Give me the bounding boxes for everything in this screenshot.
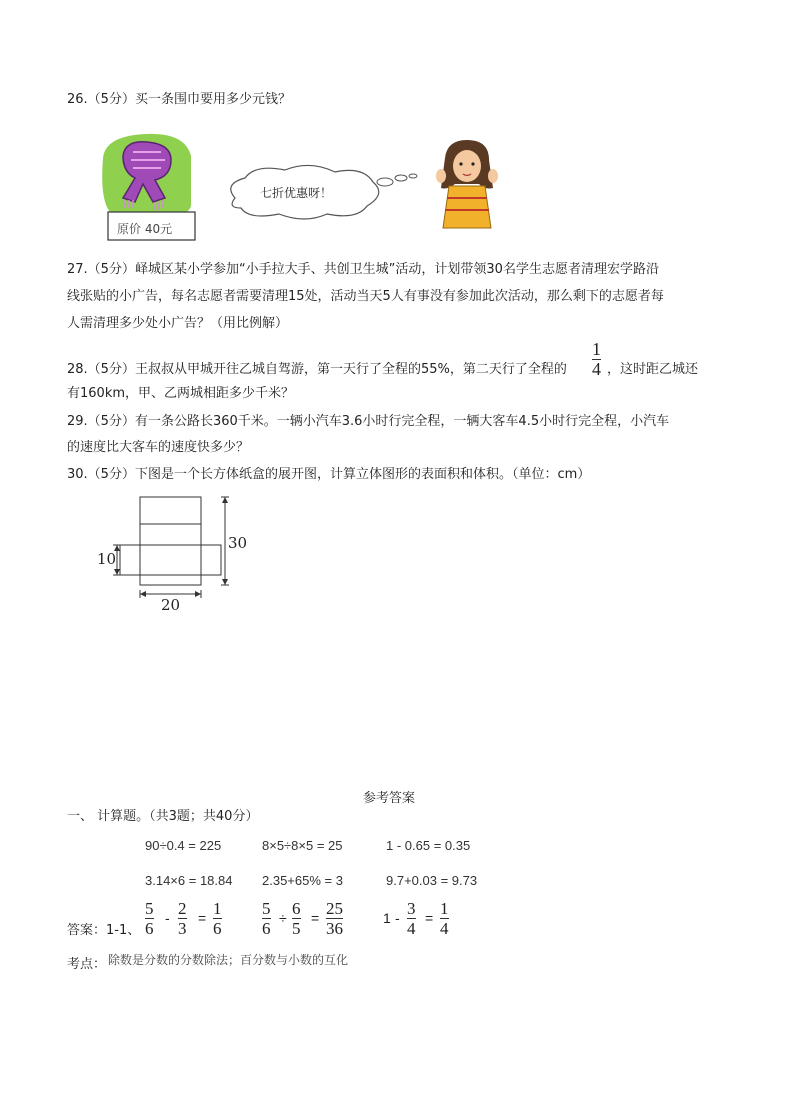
frac-op-divide: ÷	[279, 910, 287, 926]
frac-1a	[145, 900, 154, 937]
question-26: 26.（5分）买一条围巾要用多少元钱？	[67, 92, 291, 107]
dim-label-10: 10	[97, 550, 117, 568]
calc-5: 2.35+65% = 3	[262, 873, 343, 888]
frac-eq: =	[198, 910, 207, 926]
calc-4: 3.14×6 = 18.84	[145, 873, 233, 888]
discount-bubble-text: 七折优惠呀！	[260, 186, 333, 200]
frac-2b	[292, 900, 301, 937]
frac-num: 3	[407, 899, 416, 918]
answers-heading: 参考答案	[363, 791, 416, 806]
frac-1b	[178, 900, 187, 937]
calc-2: 8×5÷8×5 = 25	[262, 838, 343, 853]
answer-label: 答案：1-1、	[67, 923, 141, 938]
question-28-line2: 有160km，甲、乙两城相距多少千米？	[67, 386, 295, 401]
fraction-numerator: 1	[592, 339, 601, 359]
frac-1r	[213, 900, 222, 937]
frac-op-minus: -	[395, 910, 400, 926]
question-29-line1: 29.（5分）有一条公路长360千米。一辆小汽车3.6小时行完全程，一辆大客车4.5小时行完全程，小汽车	[67, 414, 670, 429]
frac-den: 4	[407, 919, 416, 938]
calc-3: 1 - 0.65 = 0.35	[386, 838, 471, 853]
net-bottom-face	[140, 575, 201, 585]
question-29-line2: 的速度比大客车的速度快多少？	[67, 440, 250, 455]
frac-2r	[326, 900, 343, 937]
net-middle-strip	[120, 545, 221, 575]
frac-den: 3	[178, 919, 187, 938]
kaodian-label: 考点：	[67, 957, 107, 972]
frac-num: 5	[145, 899, 154, 918]
frac-den: 6	[145, 919, 154, 938]
frac-den: 6	[213, 919, 222, 938]
frac-2a	[262, 900, 271, 937]
question-28-line1b: ，这时距乙城还	[607, 362, 699, 377]
frac-den: 4	[440, 919, 449, 938]
frac-num: 25	[326, 899, 343, 918]
net-top-face	[140, 497, 201, 524]
answers-section-1: 一、 计算题。（共3题；共40分）	[67, 809, 259, 824]
fraction-one-quarter	[592, 341, 601, 378]
dim-label-20: 20	[161, 596, 181, 614]
frac-whole-one: 1	[383, 910, 391, 926]
fraction-denominator: 4	[592, 359, 601, 379]
frac-eq: =	[425, 910, 434, 926]
price-label: 原价 40元	[117, 222, 173, 236]
frac-3b	[407, 900, 416, 937]
question-27-line2: 线张贴的小广告，每名志愿者需要清理15处，活动当天5人有事没有参加此次活动，那么剩下的志愿者每	[67, 289, 664, 304]
calc-6: 9.7+0.03 = 9.73	[386, 873, 478, 888]
frac-3r	[440, 900, 449, 937]
net-front-face	[140, 524, 201, 545]
question-28-line1a: 28.（5分）王叔叔从甲城开往乙城自驾游，第一天行了全程的55%，第二天行了全程的	[67, 362, 567, 377]
frac-den: 5	[292, 919, 301, 938]
question-27-line3: 人需清理多少处小广告？（用比例解）	[67, 316, 289, 331]
frac-op-minus: -	[165, 910, 170, 926]
calc-1: 90÷0.4 = 225	[145, 838, 222, 853]
question-30: 30.（5分）下图是一个长方体纸盒的展开图，计算立体图形的表面积和体积。（单位：cm）	[67, 467, 591, 482]
frac-den: 36	[326, 919, 343, 938]
frac-num: 5	[262, 899, 271, 918]
frac-eq: =	[311, 910, 320, 926]
frac-num: 1	[213, 899, 222, 918]
frac-num: 1	[440, 899, 449, 918]
kaodian-text: 除数是分数的分数除法；百分数与小数的互化	[108, 953, 349, 967]
frac-num: 6	[292, 899, 301, 918]
frac-den: 6	[262, 919, 271, 938]
frac-num: 2	[178, 899, 187, 918]
dim-label-30: 30	[228, 534, 248, 552]
question-27-line1: 27.（5分）峄城区某小学参加“小手拉大手、共创卫生城”活动，计划带领30名学生志愿者清理宏学路沿	[67, 262, 659, 277]
girl-figure	[436, 140, 498, 228]
